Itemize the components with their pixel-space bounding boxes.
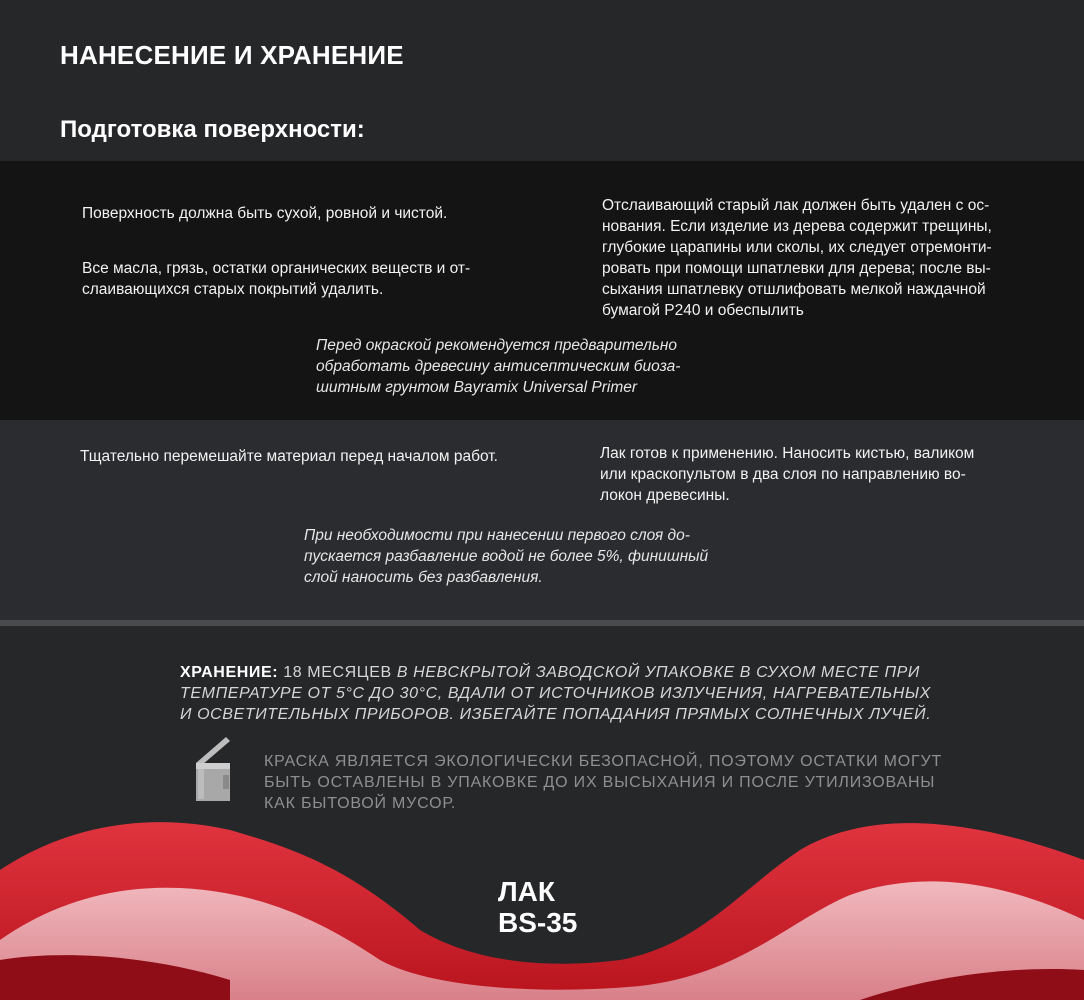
prep-text-remove-oils: Все масла, грязь, остатки органических веществ и от- слаивающихся старых покрытий удалить.: [82, 260, 471, 298]
prep-text-dry-surface: Поверхность должна быть сухой, ровной и чистой.: [82, 205, 448, 222]
product-type: ЛАК: [498, 876, 555, 907]
apply-note-dilution: При необходимости при нанесении первого слоя до- пускается разбавление водой не более 5%, финишный слой наносить без разбавления.: [304, 527, 709, 586]
section-title: Подготовка поверхности:: [60, 116, 365, 143]
trash-bin-icon: [190, 735, 236, 805]
page-title: НАНЕСЕНИЕ И ХРАНЕНИЕ: [60, 40, 404, 70]
apply-text-ready: Лак готов к применению. Наносить кистью, валиком или краскопультом в два слоя по направлению во- локон древесины.: [600, 445, 975, 504]
storage-label: ХРАНЕНИЕ:: [180, 664, 279, 681]
product-code: BS-35: [498, 907, 578, 938]
storage-text: В НЕВСКРЫТОЙ ЗАВОДСКОЙ УПАКОВКЕ В СУХОМ МЕСТЕ ПРИ ТЕМПЕРАТУРЕ ОТ 5°С ДО 30°С, ВДАЛИ ОТ ИСТОЧНИКОВ ИЗЛУЧЕНИЯ, НАГРЕВАТЕЛЬНЫХ И ОСВЕТИТЕЛЬНЫХ ПРИБОРОВ. ИЗБЕГАЙТЕ ПОПАДАНИЯ ПРЯМЫХ СОЛНЕЧНЫХ ЛУЧЕЙ.: [180, 664, 932, 723]
product-name: [498, 876, 577, 938]
storage-info: [180, 662, 980, 725]
prep-text-old-varnish: Отслаивающий старый лак должен быть удален с ос- нования. Если изделие из дерева содержит трещины, глубокие царапины или сколы, их следует отремонти- ровать при помощи шпатлевки для дерева; после вы- сыхания шпатлевку отшлифовать мелкой наждачной бумагой P240 и обеспылить: [602, 197, 992, 319]
apply-text-mix: Тщательно перемешайте материал перед началом работ.: [80, 448, 498, 465]
divider: [0, 620, 1084, 626]
prep-note-primer: Перед окраской рекомендуется предварительно обработать древесину антисептическим биоза- шитным грунтом Bayramix Universal Primer: [316, 337, 681, 396]
eco-note: КРАСКА ЯВЛЯЕТСЯ ЭКОЛОГИЧЕСКИ БЕЗОПАСНОЙ, ПОЭТОМУ ОСТАТКИ МОГУТ БЫТЬ ОСТАВЛЕНЫ В УПАКОВКЕ ДО ИХ ВЫСЫХАНИЯ И ПОСЛЕ УТИЛИЗОВАНЫ КАК БЫТОВОЙ МУСОР.: [264, 753, 943, 812]
storage-period: 18 МЕСЯЦЕВ: [283, 664, 392, 681]
